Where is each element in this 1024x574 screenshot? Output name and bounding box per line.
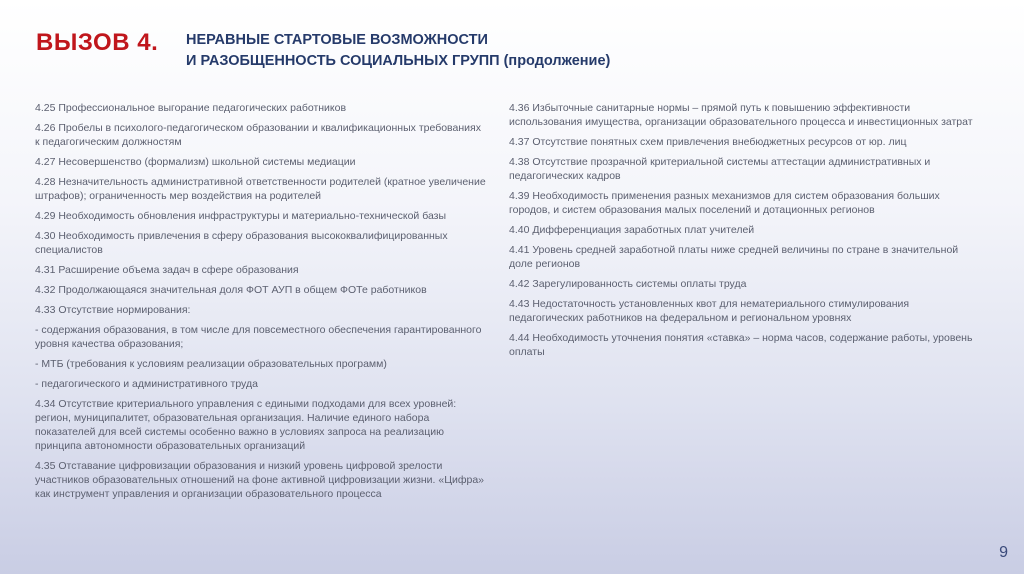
- list-item: - содержания образования, в том числе для повсеместного обеспечения гарантированного уровня качества образования;: [35, 324, 482, 350]
- list-item: 4.34 Отсутствие критериального управления с едиными подходами для всех уровней: регион, муниципалитет, образовательная организация. Наличие единого набора показателей для всей системы особенно важно в условиях запроса на реализацию принципа автономности образовательных организаций: [35, 398, 457, 452]
- list-item: 4.43 Недостаточность установленных квот для нематериального стимулирования педагогических работников на федеральном и региональном уровнях: [509, 298, 910, 324]
- list-item: 4.42 Зарегулированность системы оплаты труда: [509, 278, 747, 290]
- list-item: 4.40 Дифференциация заработных плат учителей: [509, 224, 755, 236]
- list-item: 4.36 Избыточные санитарные нормы – прямой путь к повышению эффективности использования имущества, организации образовательного процесса и инвестиционных затрат: [509, 102, 973, 128]
- list-item: 4.29 Необходимость обновления инфраструктуры и материально-технической базы: [35, 210, 447, 222]
- list-item: 4.39 Необходимость применения разных механизмов для систем образования больших городов, и систем образования малых поселений и дотационных регионов: [509, 190, 940, 216]
- list-item: 4.38 Отсутствие прозрачной критериальной системы аттестации административных и педагогических кадров: [509, 156, 931, 182]
- list-item: 4.31 Расширение объема задач в сфере образования: [35, 264, 299, 276]
- list-item: 4.41 Уровень средней заработной платы ниже средней величины по стране в значительной доле регионов: [509, 244, 959, 270]
- list-item: - МТБ (требования к условиям реализации образовательных программ): [35, 358, 387, 370]
- list-item: 4.26 Пробелы в психолого-педагогическом образовании и квалификационных требованиях к педагогическим должностям: [35, 122, 481, 148]
- list-item: 4.33 Отсутствие нормирования:: [35, 304, 191, 316]
- list-item: 4.28 Незначительность административной ответственности родителей (кратное увеличение штрафов); ограниченность мер воздействия на родителей: [35, 176, 486, 202]
- challenge-label: ВЫЗОВ 4.: [36, 29, 159, 56]
- list-item: 4.44 Необходимость уточнения понятия «ставка» – норма часов, содержание работы, уровень оплаты: [509, 332, 973, 358]
- list-item: 4.27 Несовершенство (формализм) школьной системы медиации: [35, 156, 356, 168]
- page-number: 9: [999, 544, 1008, 561]
- list-item: 4.25 Профессиональное выгорание педагогических работников: [35, 102, 347, 114]
- slide-title: [186, 30, 610, 72]
- left-column: [35, 101, 487, 507]
- list-item: 4.35 Отставание цифровизации образования и низкий уровень цифровой зрелости участников образовательных отношений на фоне активной цифровизации жизни. «Цифра» как инструмент управления и организации образовательного процесса: [35, 460, 485, 500]
- right-column: [509, 101, 979, 365]
- slide-title-line-1: НЕРАВНЫЕ СТАРТОВЫЕ ВОЗМОЖНОСТИ: [186, 32, 488, 48]
- list-item: 4.30 Необходимость привлечения в сферу образования высококвалифицированных специалистов: [35, 230, 448, 256]
- list-item: 4.32 Продолжающаяся значительная доля ФОТ АУП в общем ФОТе работников: [35, 284, 427, 296]
- list-item: 4.37 Отсутствие понятных схем привлечения внебюджетных ресурсов от юр. лиц: [509, 136, 907, 148]
- list-item: - педагогического и административного труда: [35, 378, 258, 390]
- slide-title-line-2: И РАЗОБЩЕННОСТЬ СОЦИАЛЬНЫХ ГРУПП (продолжение): [186, 53, 611, 69]
